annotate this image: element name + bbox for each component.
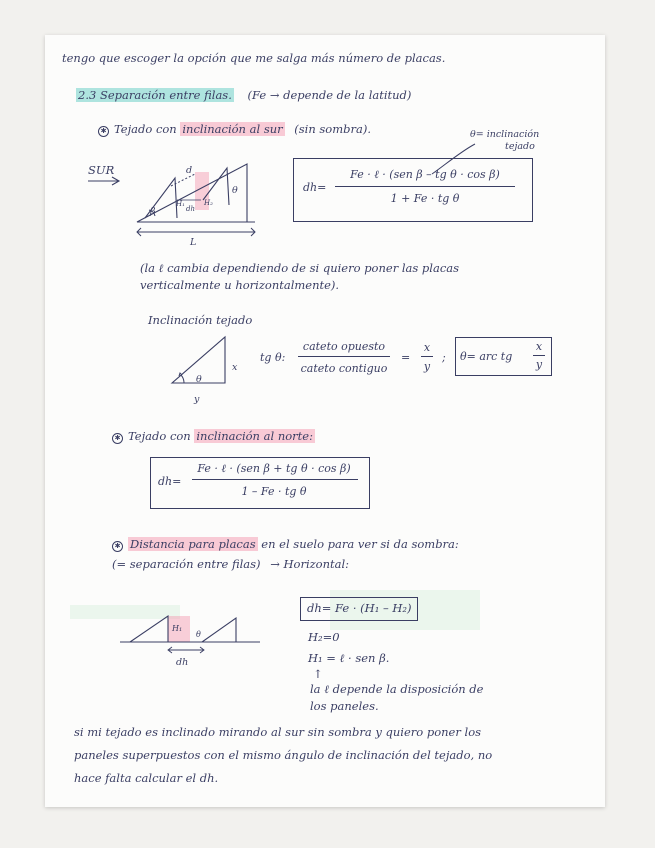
tan-separator: ; [442,351,446,364]
h2-equation: H₂=0 [308,630,340,644]
formula-north-lhs: dh= [158,475,182,488]
section-title: Separación entre filas. [99,88,232,102]
note-l-line2: verticalmente u horizontalmente). [140,278,340,292]
triangle-label-y: y [194,394,200,405]
formula-horizontal: dh= Fe · (H₁ – H₂) [307,601,412,615]
arctan-y: y [535,358,543,371]
bullet-icon: ✱ [98,126,109,137]
fraction-bar [192,479,358,480]
ground-label-h1: H₁ [172,624,183,633]
theta-note-line2: tejado [505,141,535,152]
highlight-north: inclinación al norte: [196,429,313,443]
right-triangle-diagram [170,335,240,390]
final-line2: paneles superpuestos con el mismo ángulo de inclinación del tejado, no [74,748,493,762]
horizontal-label: → Horizontal: [270,557,350,571]
note-layout-line2: los paneles. [310,699,379,713]
bullet-ground-distance [112,538,459,552]
triangle-label-theta: θ [196,374,202,385]
arctan-lhs: θ= arc tg [460,350,513,363]
bullet-label: Tejado con [128,429,191,443]
ground-label-dh: dh [176,657,189,668]
triangle-label-x: x [232,362,238,373]
final-line1: si mi tejado es inclinado mirando al sur sin sombra y quiero poner los [74,725,482,739]
bullet-note: (sin sombra). [294,122,371,136]
diagram-label-L: L [190,237,197,248]
section-heading [76,89,411,102]
intro-line: tengo que escoger la opción que me salga más número de placas. [62,51,446,65]
sur-label: SUR [88,163,115,177]
diagram-label-dh: dh [186,205,195,213]
theta-note-line1: θ= inclinación [470,129,540,140]
tan-equals: = [401,351,411,364]
formula-south-numerator: Fe · ℓ · (sen β – tg θ · cos β) [350,168,500,181]
tan-lhs: tg θ: [260,351,286,364]
bullet-rest: en el suelo para ver si da sombra: [261,537,459,551]
bullet-roof-south [98,123,371,137]
tan-denominator: cateto contiguo [300,362,388,375]
section-number: 2.3 [78,88,97,102]
bullet-line2 [112,558,349,571]
note-layout-line1: la ℓ depende la disposición de [310,682,484,696]
tan-frac-x: x [423,341,431,354]
tan-frac-y: y [423,360,431,373]
arctan-x: x [535,340,543,353]
fraction-bar [533,355,545,356]
inclination-title: Inclinación tejado [148,313,253,327]
sur-arrow-icon [88,176,124,186]
fraction-bar [421,356,433,357]
diagram-label-theta: θ [232,185,238,196]
fraction-bar [298,356,390,357]
h1-equation: H₁ = ℓ · sen β. [308,651,390,665]
diagram-label-h1: H₁ [176,200,185,208]
diagram-label-h2: H₂ [204,199,213,207]
ground-label-theta: θ [196,630,201,639]
highlight-south: inclinación al sur [182,122,283,136]
final-line3: hace falta calcular el dh. [74,771,219,785]
formula-south-lhs: dh= [303,181,327,194]
diagram-label-beta: β [150,206,156,217]
tan-numerator: cateto opuesto [302,340,386,353]
fraction-bar [335,186,515,187]
formula-south-denominator: 1 + Fe · tg θ [390,192,460,205]
ground-panels-diagram [120,610,270,655]
section-note: (Fe → depende de la latitud) [247,88,412,102]
formula-north-numerator: Fe · ℓ · (sen β + tg θ · cos β) [197,462,351,475]
bullet-roof-north [112,430,315,444]
arrow-up-icon: ↑ [313,667,323,681]
roof-panels-diagram [135,160,270,245]
note-l-line1: (la ℓ cambia dependiendo de si quiero poner las placas [140,261,460,275]
bullet-icon: ✱ [112,433,123,444]
bullet-icon: ✱ [112,541,123,552]
bullet-label: Tejado con [114,122,177,136]
diagram-label-d: d [186,165,193,176]
highlight-distance: Distancia para placas [130,537,256,551]
formula-north-denominator: 1 – Fe · tg θ [241,485,307,498]
separation-note: (= separación entre filas) [112,557,261,571]
